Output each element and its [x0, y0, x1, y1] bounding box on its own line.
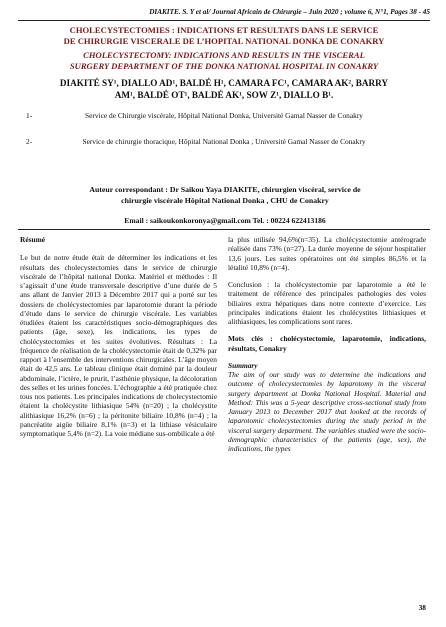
affiliation-text: Service de Chirurgie viscérale, Hôpital National Donka, Université Gamal Nasser de Conakry	[85, 111, 363, 120]
authors-line-1: DIAKITÉ SY¹, DIALLO AD¹, BALDÉ H¹, CAMARA FC¹, CAMARA AK², BARRY	[59, 78, 389, 88]
summary-body: The aim of our study was to determine the indications and outcome of cholecystectomies by laparotomy in the visceral surgery department at Donka National Hospital. Material and Method: This was a 5-year descriptive cross-sectional study from January 2013 to December 2017 that looked at the records of laparotomic cholecystectomies during the study period in the visceral surgery department. The variables studied were the socio-demographic characteristics of the patients (age, sex), the indications, the types	[228, 370, 426, 453]
right-column	[228, 235, 426, 453]
contact-line: Email : saikoukonkoronya@gmail.com Tel. : 00224 622413186	[124, 216, 326, 225]
affiliation-number: 2-	[26, 137, 33, 146]
correspondence-line-2: chirurgie viscérale Hôpital National Donka , CHU de Conakry	[121, 196, 329, 205]
affiliation-number: 1-	[26, 111, 33, 120]
affiliation-2	[26, 137, 410, 146]
results-continued: la plus utilisée 94,6%(n=35). La cholécystectomie antérograde réalisée dans 73% (n=27). La durée moyenne de séjour hospitalier 13,6 jours. Les suites opératoires ont été simples 86,5% et la létalité 10,8% (n=4).	[228, 235, 426, 272]
conclusion-paragraph: Conclusion : la cholécystectomie par laparotomie a été le traitement de référence des principales pathologies des voies biliaires extra hépatiques dans notre contexte d’exercice. Les principales indications étaient les cholécystites lithiasiques et alithiasiques, les complications sont rares.	[228, 280, 426, 326]
page-number: 38	[418, 603, 426, 612]
title-fr-line-2: DE CHIRURGIE VISCERALE DE L’HOPITAL NATIONAL DONKA DE CONAKRY	[63, 36, 385, 46]
abstract-body: Le but de notre étude était de déterminer les indications et les résultats des cholecystectomies dans le service de chirurgie viscérale de l’hôpital national Donka. Matériel et méthodes : Il s’agissait d’une étude transversale descriptive d’une durée de 5 ans allant de Janvier 2013 à Décembre 2017 qui a porté sur les dossiers de cholécystectomies par laparotomie durant la période d’étude dans le service de chirurgie viscérale. Les variables étudiées étaient les caractéristiques socio-démographiques des patients (âge, sexe), les indications, les types de cholécystectomies et les suites évolutives. Résultats : La fréquence de réalisation de la cholécystectomie était de 0,32% par rapport à l’ensemble des interventions chirurgicales. L’âge moyen était de 42,5 ans. Le tableau clinique était dominé par la douleur abdominale, l’ictère, le prurit, l’asthénie physique, la décoloration des selles et les urines foncées. L’échographie a été pratiquée chez tous nos patients. Les principales indications de cholecystectomie étaient la cholécystite lithiasique 54% (n=20) ; la cholécystite alithiasique 16,2% (n=6) ; la péritonite biliaire 10,8% (n=4) ; la pancréatite aigüe biliaire 8,1% (n=3) et la lithiase vésiculaire symptomatique 5,4% (n=2). La voie médiane sus-ombilicale a été	[20, 253, 217, 438]
title-en-line-2: SURGERY DEPARTMENT OF THE DONKA NATIONAL HOSPITAL IN CONAKRY	[69, 61, 379, 71]
correspondence-line-1: Auteur correspondant : Dr Saikou Yaya DIAKITE, chirurgien viscéral, service de	[89, 185, 361, 194]
affiliation-text: Service de chirurgie thoracique, Hôpital National Donka , Université Gamal Nasser de Conakry	[82, 137, 366, 146]
header-rule	[18, 20, 430, 21]
contact-rule	[18, 229, 430, 230]
authors-line-2: AM¹, BALDÉ OT¹, BALDÉ AK¹, SOW Z¹, DIALLO B¹.	[114, 90, 334, 100]
title-fr-line-1: CHOLECYSTECTOMIES : INDICATIONS ET RESULTATS DANS LE SERVICE	[69, 25, 379, 35]
abstract-heading: Résumé	[20, 235, 46, 244]
title-en-line-1: CHOLECYSTECTOMY: INDICATIONS AND RESULTS IN THE VISCERAL	[83, 50, 365, 60]
left-column	[20, 235, 217, 438]
running-header: DIAKITE. S. Y et al/ Journal Africain de Chirurgie – Juin 2020 ; volume 6, N°1, Pages 38 - 45	[149, 8, 430, 16]
keywords: Mots clés : cholécystectomie, laparotomie, indications, résultats, Conakry	[228, 334, 426, 353]
affiliation-1	[26, 111, 410, 120]
summary-heading: Summary	[228, 360, 258, 370]
